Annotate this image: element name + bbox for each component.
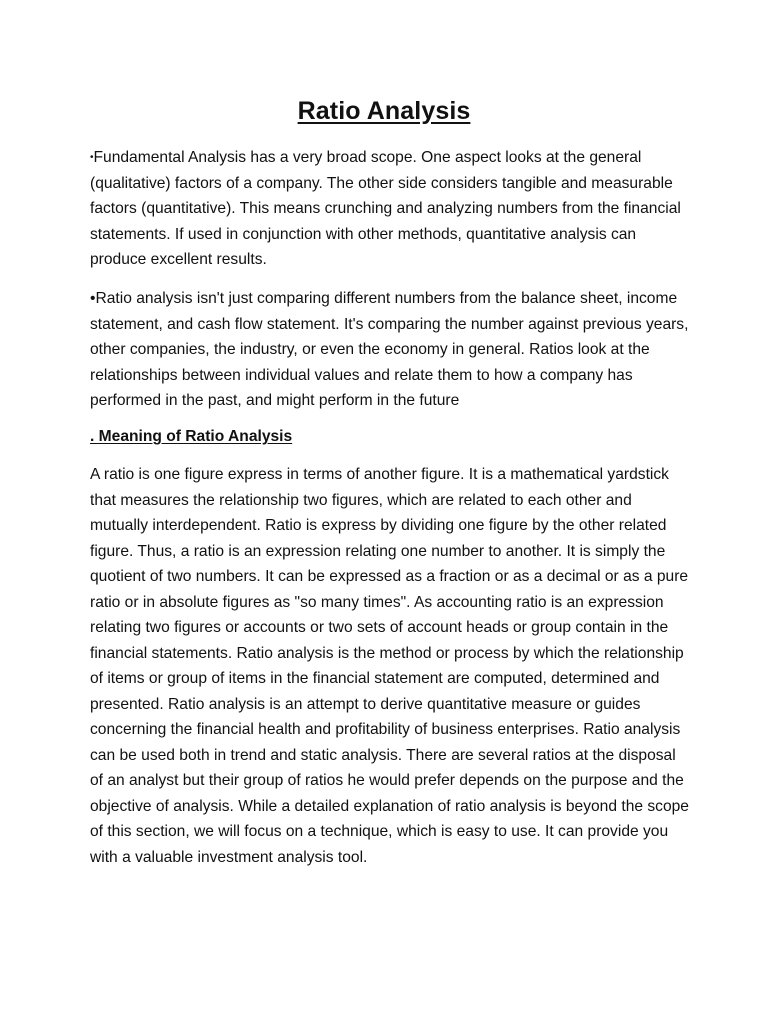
paragraph-ratio-analysis-intro: •Ratio analysis isn't just comparing different numbers from the balance sheet, income statement, and cash flow statement. It's comparing the number against previous years, other companies, the industry, or even the economy in general. Ratios look at the relationships between individual values and relate them to how a company has performed in the past, and might perform in the future [90,290,689,409]
paragraph-text: Fundamental Analysis has a very broad scope. One aspect looks at the general (qualitative) factors of a company. The other side considers tangible and measurable factors (quantitative). This means crunching and analyzing numbers from the financial statements. If used in conjunction with other methods, quantitative analysis can produce excellent results. [90,149,681,268]
page-title: Ratio Analysis [297,97,471,125]
paragraph-fundamental-analysis [90,145,690,273]
bullet-icon: • [90,152,94,163]
section-heading-meaning: . Meaning of Ratio Analysis [90,428,293,445]
paragraph-meaning-of-ratio: A ratio is one figure express in terms of another figure. It is a mathematical yardstick that measures the relationship two figures, which are related to each other and mutually interdependent. Ratio is express by dividing one figure by the other related figure. Thus, a ratio is an expression relating one number to another. It is simply the quotient of two numbers. It can be expressed as a fraction or as a decimal or as a pure ratio or in absolute figures as "so many times". As accounting ratio is an expression relating two figures or accounts or two sets of account heads or group contain in the financial statements. Ratio analysis is the method or process by which the relationship of items or group of items in the financial statement are computed, determined and presented. Ratio analysis is an attempt to derive quantitative measure or guides concerning the financial health and profitability of business enterprises. Ratio analysis can be used both in trend and static analysis. There are several ratios at the disposal of an analyst but their group of ratios he would prefer depends on the purpose and the objective of analysis. While a detailed explanation of ratio analysis is beyond the scope of this section, we will focus on a technique, which is easy to use. It can provide you with a valuable investment analysis tool. [90,466,689,866]
